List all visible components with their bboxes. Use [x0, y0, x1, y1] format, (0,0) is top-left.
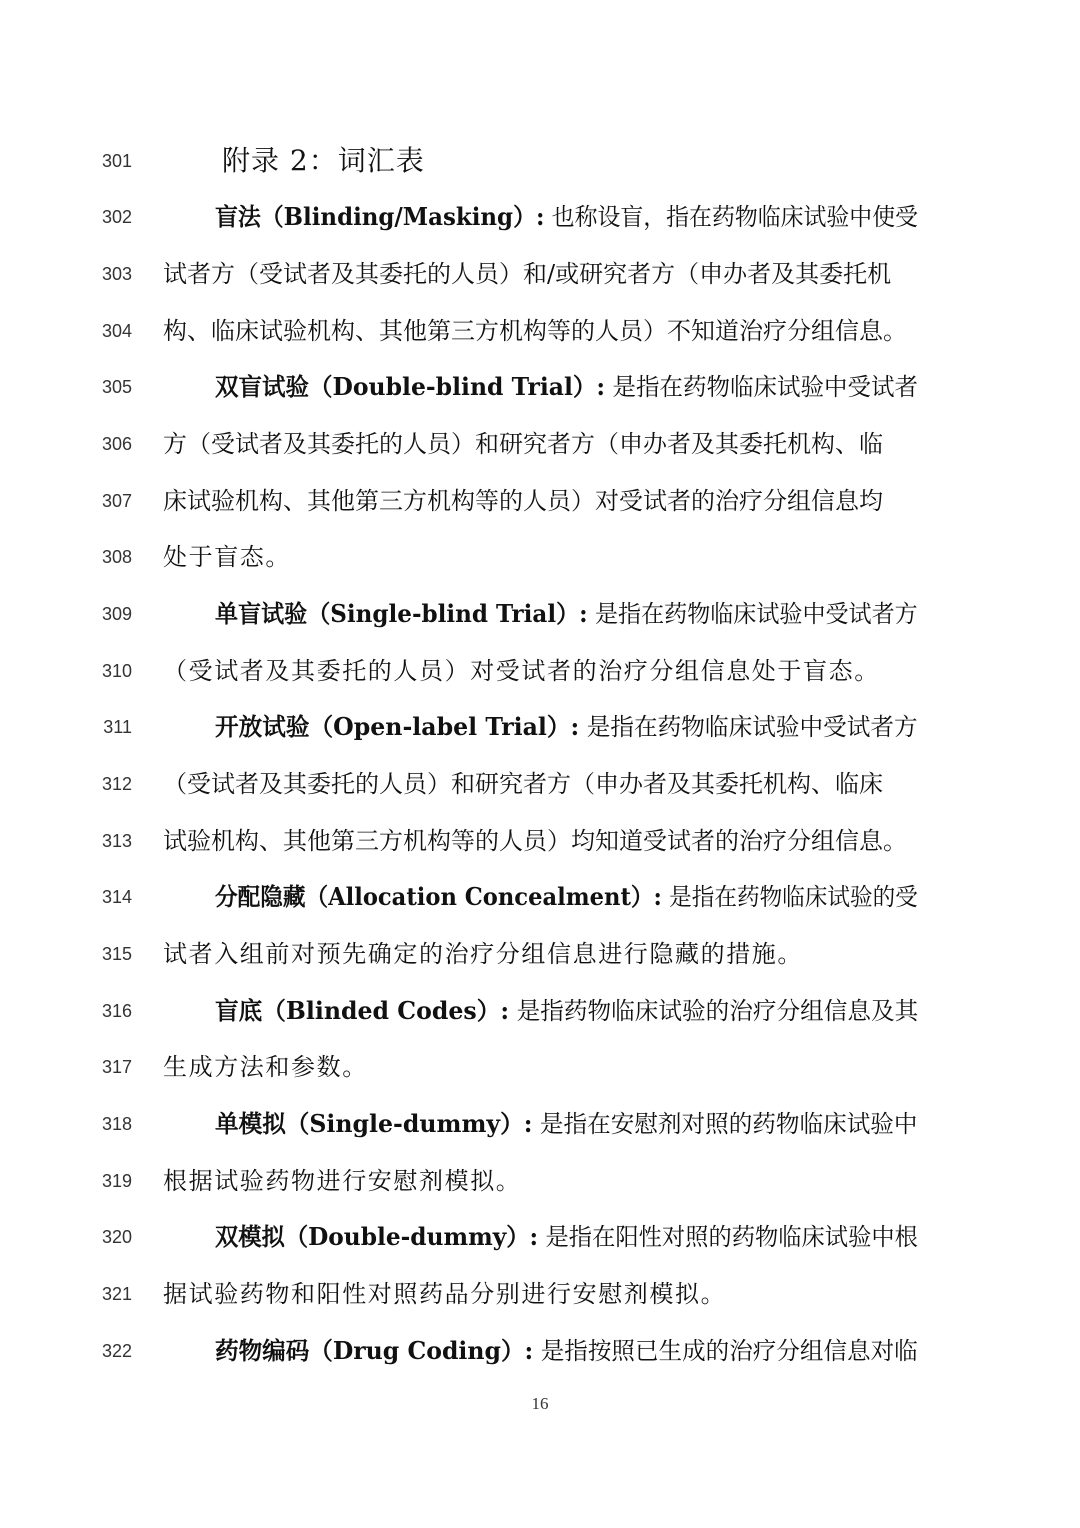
glossary-term: 药物编码（Drug Coding）: [215, 1336, 534, 1365]
text-line [0, 1217, 1080, 1257]
definition-text: （受试者及其委托的人员）对受试者的治疗分组信息处于盲态。 [163, 657, 880, 685]
text-line [0, 991, 1080, 1031]
text-line [0, 311, 1080, 351]
definition-text: 是指在安慰剂对照的药物临床试验中 [532, 1110, 918, 1138]
paragraph-first-line [215, 1217, 918, 1257]
line-number: 301 [101, 151, 132, 171]
line-number: 322 [101, 1341, 132, 1361]
text-line [0, 254, 1080, 294]
line-number: 302 [101, 207, 132, 227]
line-number: 310 [101, 661, 132, 681]
text-line [0, 1104, 1080, 1144]
text-line [0, 537, 1080, 577]
line-number: 308 [101, 547, 132, 567]
text-line [0, 764, 1080, 804]
definition-text: 试者入组前对预先确定的治疗分组信息进行隐藏的措施。 [163, 940, 803, 968]
definition-text: 床试验机构、其他第三方机构等的人员）对受试者的治疗分组信息均 [163, 487, 883, 515]
definition-text: 处于盲态。 [163, 543, 291, 571]
line-number: 311 [103, 717, 132, 737]
text-line [0, 651, 1080, 691]
definition-text: 是指在药物临床试验中受试者 [605, 373, 919, 401]
text-line [0, 424, 1080, 464]
paragraph-first-line [215, 367, 918, 407]
definition-text: 据试验药物和阳性对照药品分别进行安慰剂模拟。 [163, 1280, 727, 1308]
line-number: 315 [101, 944, 132, 964]
line-number: 313 [101, 831, 132, 851]
page-number: 16 [531, 1394, 549, 1413]
line-number: 316 [101, 1001, 132, 1021]
text-line [0, 821, 1080, 861]
paragraph-first-line [215, 707, 918, 747]
glossary-term: 盲底（Blinded Codes）: [215, 996, 510, 1025]
definition-text: 试验机构、其他第三方机构等的人员）均知道受试者的治疗分组信息。 [163, 827, 907, 855]
line-number: 314 [101, 887, 132, 907]
definition-text: 构、临床试验机构、其他第三方机构等的人员）不知道治疗分组信息。 [163, 317, 907, 345]
text-line [0, 1161, 1080, 1201]
appendix-heading: 附录 2：词汇表 [222, 144, 425, 177]
definition-text: 根据试验药物进行安慰剂模拟。 [163, 1167, 522, 1195]
line-number: 309 [101, 604, 132, 624]
definition-text: 也称设盲，指在药物临床试验中使受 [544, 203, 918, 231]
glossary-term: 分配隐藏（Allocation Concealment）: [215, 882, 662, 911]
line-number: 321 [101, 1284, 132, 1304]
line-number: 319 [101, 1171, 132, 1191]
paragraph-first-line [215, 197, 918, 237]
glossary-term: 盲法（Blinding/Masking）: [215, 202, 545, 231]
paragraph-first-line [215, 1331, 918, 1371]
glossary-term: 双盲试验（Double-blind Trial）: [215, 372, 606, 401]
text-line [0, 877, 1080, 917]
definition-text: 方（受试者及其委托的人员）和研究者方（申办者及其委托机构、临 [163, 430, 883, 458]
line-number: 304 [101, 321, 132, 341]
line-number: 320 [101, 1227, 132, 1247]
line-number: 303 [101, 264, 132, 284]
paragraph-first-line [215, 594, 918, 634]
definition-text: （受试者及其委托的人员）和研究者方（申办者及其委托机构、临床 [163, 770, 883, 798]
paragraph-first-line [215, 991, 918, 1031]
definition-text: 是指在药物临床试验的受 [661, 883, 918, 911]
line-number: 305 [101, 377, 132, 397]
line-number: 312 [101, 774, 132, 794]
glossary-term: 开放试验（Open-label Trial）: [215, 712, 580, 741]
paragraph-first-line [215, 877, 918, 917]
definition-text: 是指在药物临床试验中受试者方 [587, 600, 918, 628]
text-line [0, 1047, 1080, 1087]
line-number: 307 [101, 491, 132, 511]
glossary-term: 单盲试验（Single-blind Trial）: [215, 599, 588, 628]
text-line [0, 1274, 1080, 1314]
text-line [0, 481, 1080, 521]
text-line [0, 1331, 1080, 1371]
text-line [0, 594, 1080, 634]
line-number: 317 [101, 1057, 132, 1077]
text-line [0, 197, 1080, 237]
text-line [0, 707, 1080, 747]
definition-text: 是指按照已生成的治疗分组信息对临 [533, 1337, 918, 1365]
heading-line [0, 141, 1080, 181]
paragraph-first-line [215, 1104, 917, 1144]
glossary-term: 单模拟（Single-dummy）: [215, 1109, 533, 1138]
text-line [0, 934, 1080, 974]
glossary-term: 双模拟（Double-dummy）: [215, 1222, 539, 1251]
definition-text: 试者方（受试者及其委托的人员）和/或研究者方（申办者及其委托机 [163, 260, 892, 288]
definition-text: 是指在药物临床试验中受试者方 [579, 713, 918, 741]
definition-text: 是指药物临床试验的治疗分组信息及其 [509, 997, 919, 1025]
definition-text: 是指在阳性对照的药物临床试验中根 [538, 1223, 918, 1251]
definition-text: 生成方法和参数。 [163, 1053, 368, 1081]
line-number: 318 [101, 1114, 132, 1134]
line-number: 306 [101, 434, 132, 454]
text-line [0, 367, 1080, 407]
